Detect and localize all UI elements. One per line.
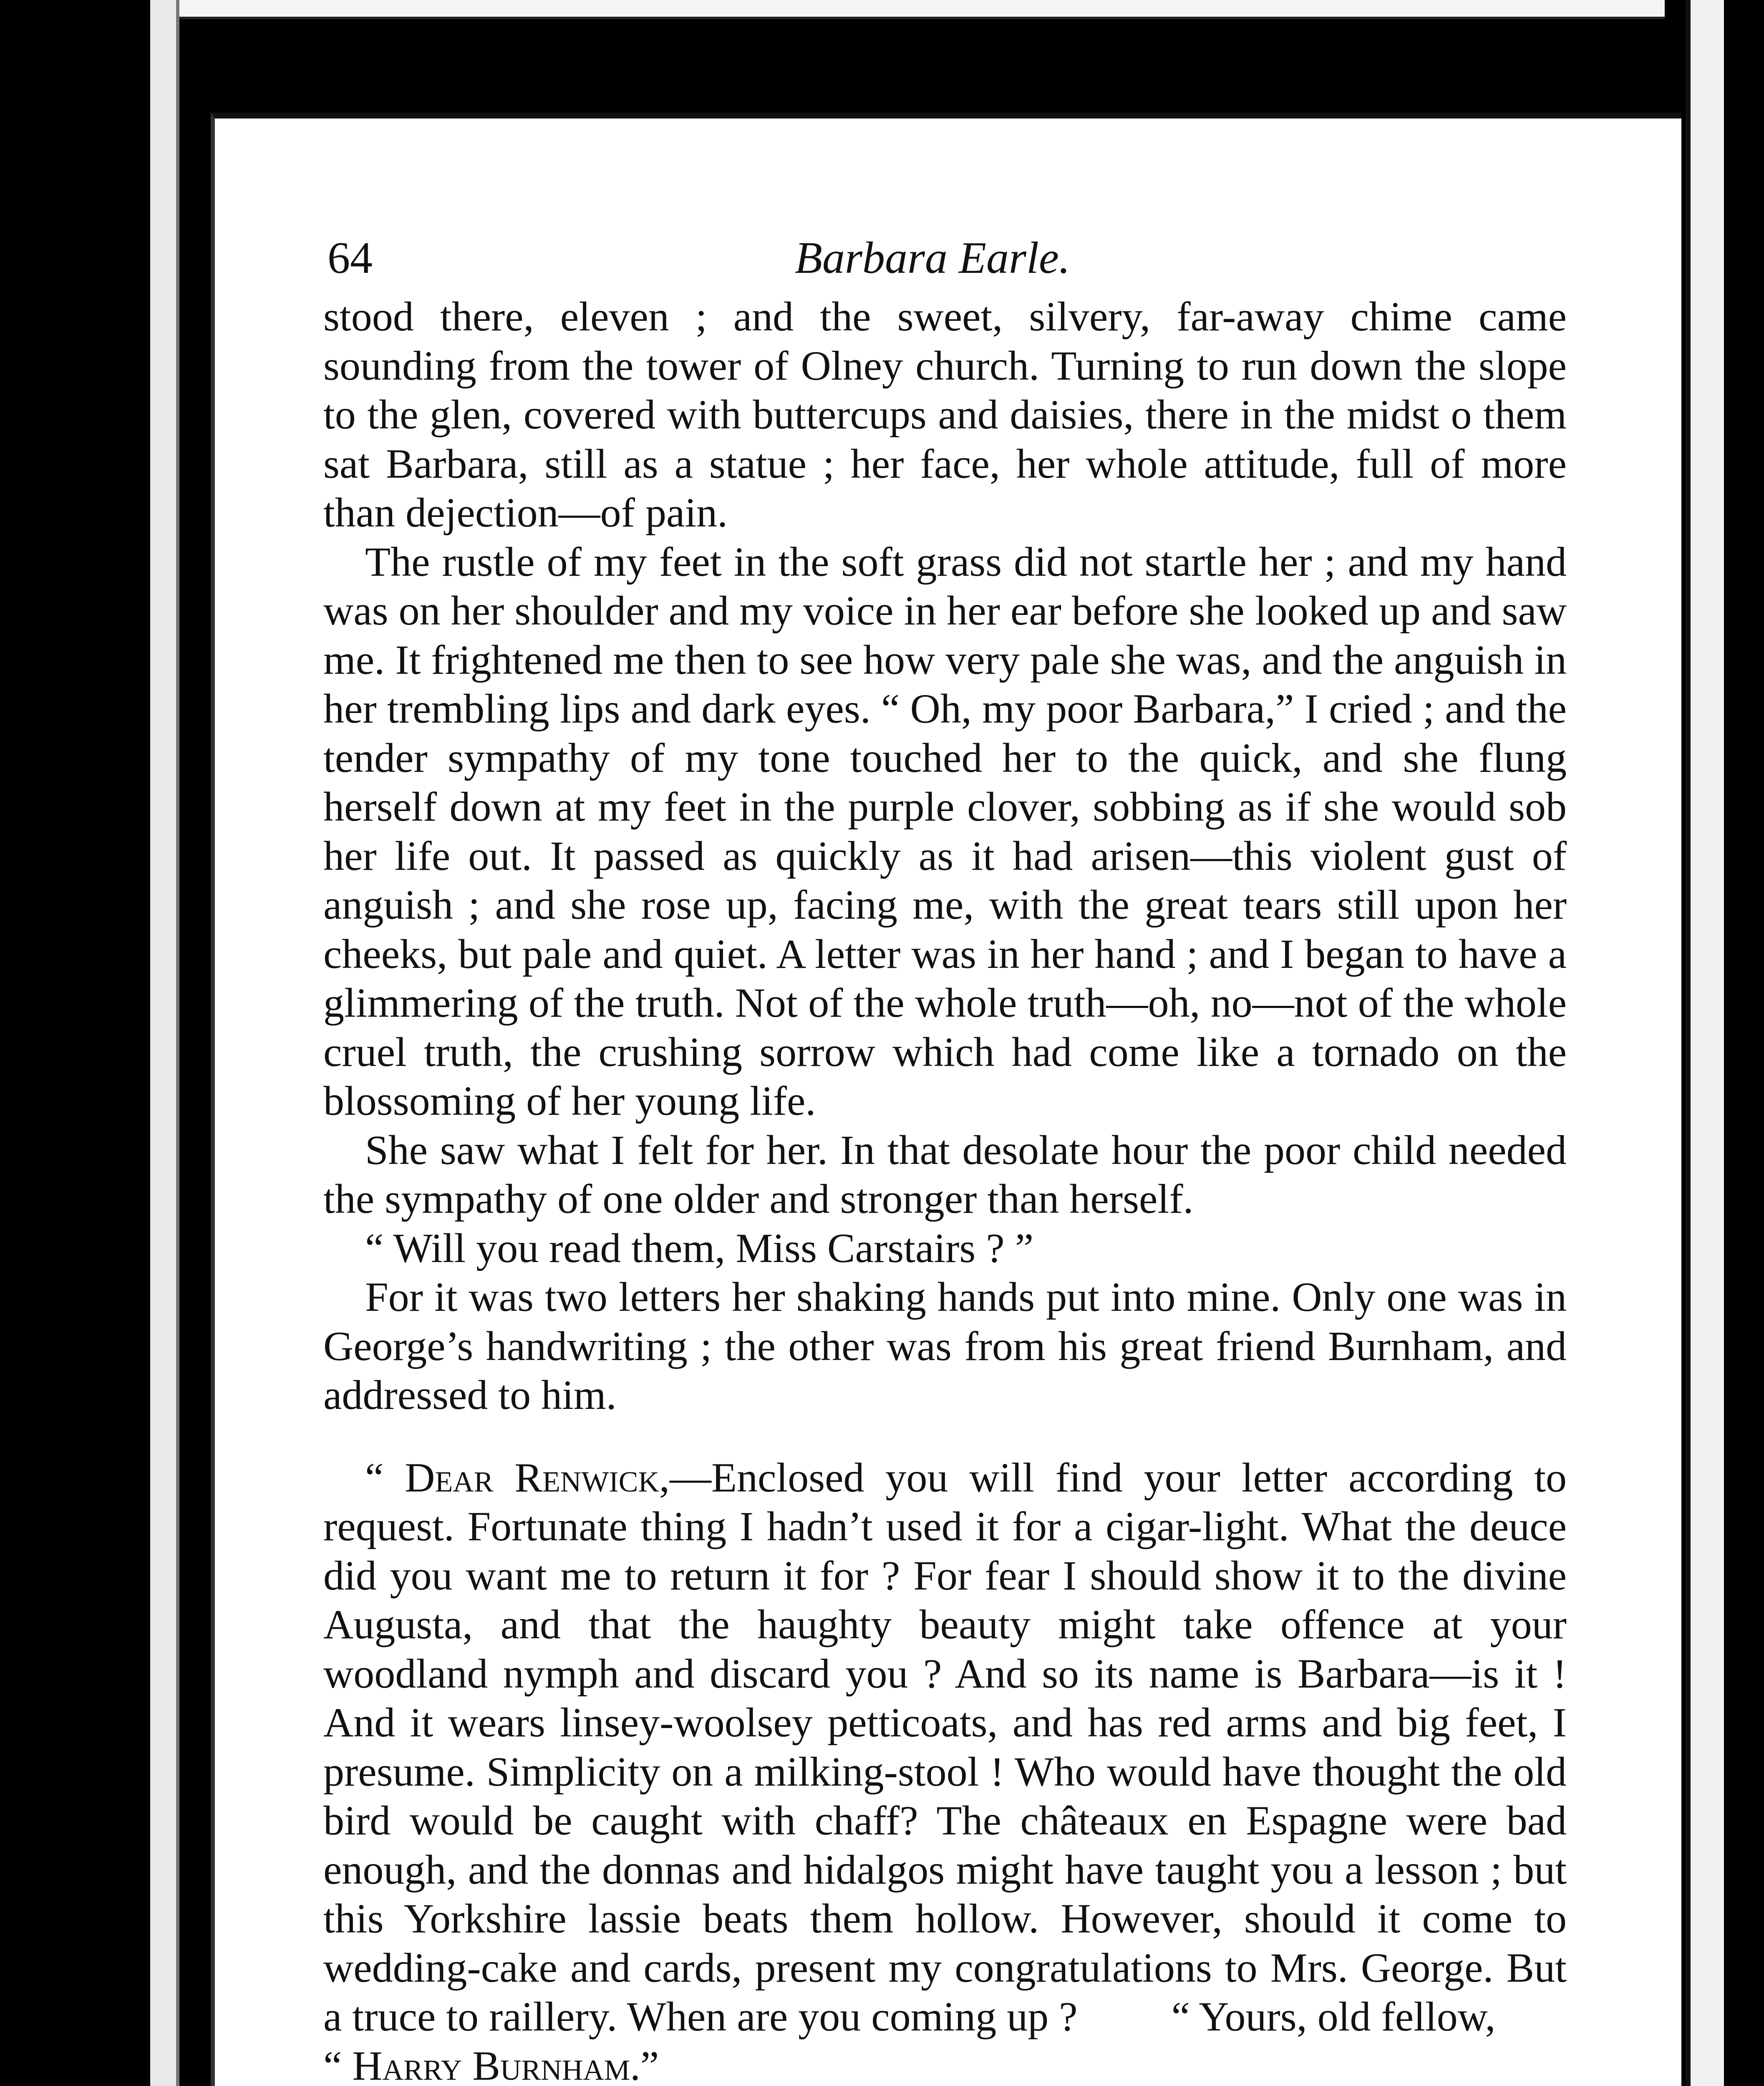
letter-salutation: “ Dear Renwick, [365,1454,670,1501]
paragraph-4: “ Will you read them, Miss Carstairs ? ” [365,1224,1034,1271]
scanner-left-edge [150,0,179,2086]
letter-text: —Enclosed you will find your letter according to request. Fortunate thing I hadn’t used it for a cigar-light. What the deuce did you want me to return it for ? For fear I should show it to the divine Augusta, and that the haughty beauty might take offence at your woodland nymph and discard you ? And so its name is Barbara—is it ! And it wears linsey-woolsey petticoats, and has red arms and big feet, I presume. Simplicity on a milking-stool ! Who would have thought the old bird would be caught with chaff? The châteaux en Espagne were bad enough, and the donnas and hidalgos might have taught you a lesson ; but this Yorkshire lassie beats them hollow. However, should it come to wedding-cake and cards, present my congratulations to Mrs. George. But a truce to raillery. When are you coming up ? [323,1454,1567,2040]
running-title: Barbara Earle. [795,233,1070,283]
letter-body [323,1453,1567,2041]
paragraph-2: The rustle of my feet in the soft grass did not startle her ; and my hand was on her shoulder and my voice in her ear before she looked up and saw me. It frightened me then to see how very pale she was, and the anguish in her trembling lips and dark eyes. “ Oh, my poor Barbara,” I cried ; and the tender sympathy of my tone touched her to the quick, and she flung herself down at my feet in the purple clover, sobbing as if she would sob her life out. It passed as quickly as it had arisen—this violent gust of anguish ; and she rose up, facing me, with the great tears still upon her cheeks, but pale and quiet. A letter was in her hand ; and I began to have a glimmering of the truth. Not of the whole truth—oh, no—not of the whole cruel truth, the crushing sorrow which had come like a tornado on the blossoming of her young life. [323,538,1567,1124]
paragraph-1: stood there, eleven ; and the sweet, silvery, far-away chime came sounding from the tower of Olney church. Turning to run down the slope to the glen, covered with buttercups and daisies, there in the midst o them sat Barbara, still as a statue ; her face, her whole attitude, full of more than dejection—of pain. [323,293,1567,536]
letter-signature: “ Harry Burnham.” [323,2042,659,2086]
page-header [323,234,1567,284]
scanner-top-edge [179,0,1665,19]
letter-closing: “ Yours, old fellow, [1171,1993,1496,2040]
paragraph-5: For it was two letters her shaking hands put into mine. Only one was in George’s handwriting ; the other was from his great friend Burnham, and addressed to him. [323,1274,1567,1418]
scanner-right-edge [1686,0,1724,2086]
page-text [323,234,1567,2086]
page-number: 64 [328,233,373,283]
paragraph-3: She saw what I felt for her. In that desolate hour the poor child needed the sympathy of one older and stronger than herself. [323,1126,1567,1222]
letter-signature-line [323,2041,1567,2086]
